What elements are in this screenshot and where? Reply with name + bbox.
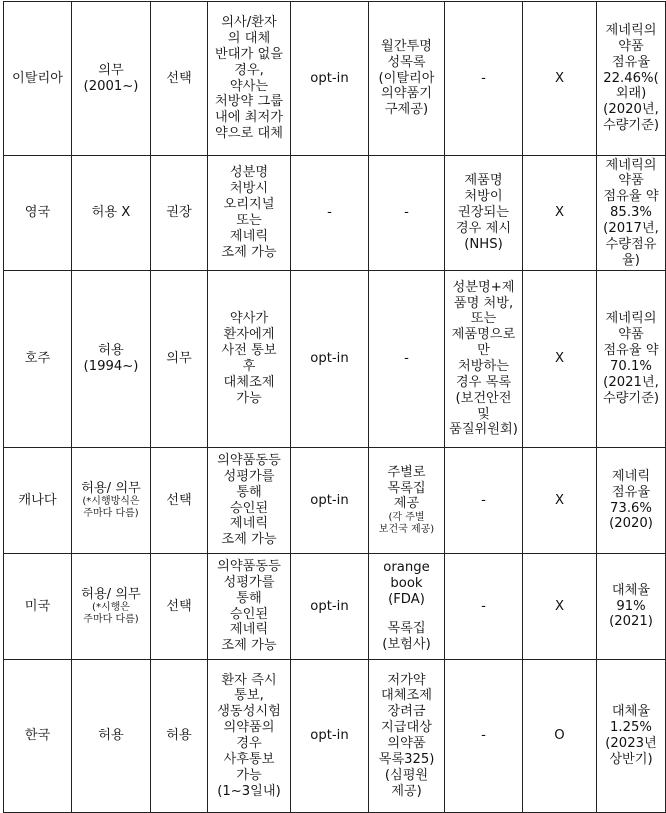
cell-line: 약사는 <box>229 78 269 94</box>
cell-line: 허용 <box>98 343 124 359</box>
cell-line: 제공) <box>391 783 422 799</box>
substitution-status-cell <box>72 448 151 554</box>
cell-line: (NHS) <box>464 236 503 252</box>
reference-list-cell <box>369 271 445 448</box>
brand-prescription-cell <box>445 156 523 271</box>
cell-line: 성목록 <box>387 54 426 70</box>
cell-line: 대체율 <box>611 582 651 598</box>
cell-line: 장려금 <box>387 704 426 720</box>
brand-prescription-cell <box>445 2 523 156</box>
cell-line: 성평가를 <box>223 574 275 590</box>
substitution-rule-cell <box>208 554 291 660</box>
mark-cell: X <box>523 156 597 271</box>
cell-line: 점유율 <box>611 484 651 500</box>
cell-line: (보험사) <box>382 637 431 653</box>
cell-line: 조제 가능 <box>221 244 277 260</box>
cell-line: book <box>390 575 423 591</box>
cell-line: 의사/환자 <box>221 15 277 31</box>
substitution-status-cell <box>72 2 151 156</box>
substitution-rule-cell <box>208 2 291 156</box>
cell-line: 제네릭의 <box>605 311 657 327</box>
cell-line: 지급대상 <box>381 720 432 736</box>
brand-prescription-cell <box>445 448 523 554</box>
cell-line: (1994~) <box>83 359 139 374</box>
mode-cell: 권장 <box>151 156 208 271</box>
cell-line: 제네릭 <box>229 622 269 638</box>
substitution-status-cell <box>72 156 151 271</box>
cell-line: 경우 목록 <box>455 374 512 390</box>
country-cell: 영국 <box>4 156 72 271</box>
cell-line: 의약품동등 <box>217 558 281 574</box>
country-cell: 미국 <box>4 554 72 660</box>
cell-line: 제품명 <box>464 173 503 189</box>
cell-line: - <box>404 351 409 367</box>
cell-line: 의약품기 <box>381 86 432 102</box>
cell-line: 점유율 약 <box>603 189 659 205</box>
cell-line: 월간투명 <box>381 38 432 54</box>
substitution-rule-cell <box>208 660 291 813</box>
mark-cell: X <box>523 448 597 554</box>
cell-line: 통해 <box>236 590 262 606</box>
table-body <box>4 2 666 813</box>
cell-line: 가능 <box>236 767 262 783</box>
cell-line: 제네릭의 <box>605 157 657 173</box>
cell-line: 승인된 <box>229 606 269 622</box>
cell-line: (심평원 <box>384 767 429 783</box>
opt-cell: opt-in <box>291 2 369 156</box>
reference-list-cell <box>369 156 445 271</box>
country-cell: 캐나다 <box>4 448 72 554</box>
cell-line: 제네릭 <box>611 468 651 484</box>
reference-list-cell <box>369 554 445 660</box>
opt-cell: opt-in <box>291 554 369 660</box>
cell-line: 점유율 약 <box>603 343 659 359</box>
cell-line: 처방시 <box>229 181 269 197</box>
cell-line: (이탈리아 <box>378 70 435 86</box>
generic-share-cell <box>597 156 666 271</box>
mark-cell: X <box>523 2 597 156</box>
cell-line: 만 <box>477 343 490 359</box>
cell-line: 약품 <box>618 327 644 343</box>
cell-line: 점유율 <box>611 54 651 70</box>
cell-line: 통해 <box>236 484 262 500</box>
cell-line: 73.6% <box>610 500 652 516</box>
brand-prescription-cell <box>445 271 523 448</box>
cell-line: 통보, <box>234 688 264 704</box>
cell-line: 주마다 다름) <box>83 614 139 626</box>
generic-share-cell <box>597 2 666 156</box>
cell-line: 율) <box>622 252 640 268</box>
cell-line: 저가약 <box>387 672 426 688</box>
generic-share-cell <box>597 554 666 660</box>
substitution-status-cell <box>72 660 151 813</box>
cell-line: 수량기준) <box>602 118 660 134</box>
cell-line: 대체율 <box>611 704 651 720</box>
cell-line: 허용/ 의무 <box>81 586 141 602</box>
opt-cell: opt-in <box>291 271 369 448</box>
cell-line: 경우 제시 <box>455 220 512 236</box>
cell-line: 85.3% <box>610 205 652 221</box>
cell-line: 권장되는 <box>458 205 509 221</box>
cell-line: (2020년, <box>603 102 659 118</box>
cell-line: 가능 <box>236 390 262 406</box>
country-cell: 호주 <box>4 271 72 448</box>
cell-line: 품명 처방, <box>453 295 514 311</box>
cell-line: (2023년 <box>605 736 657 751</box>
cell-line: 구제공) <box>384 102 429 118</box>
cell-line: (1~3일내) <box>217 783 281 799</box>
mode-cell: 선택 <box>151 554 208 660</box>
cell-line: 처방약 그룹 <box>215 94 283 110</box>
cell-line: 반대가 없을 <box>215 46 283 62</box>
opt-cell: opt-in <box>291 660 369 813</box>
mode-cell: 선택 <box>151 2 208 156</box>
cell-line: 보건국 제공) <box>378 524 435 536</box>
cell-line: 성분명+제 <box>452 279 515 295</box>
spacer <box>371 607 442 621</box>
table-row <box>4 554 666 660</box>
generic-share-cell <box>597 660 666 813</box>
cell-line: 외래) <box>615 86 647 102</box>
cell-line: 경우 <box>236 736 262 751</box>
cell-line: 제네릭의 <box>605 23 657 39</box>
cell-line: 허용/ 의무 <box>81 480 141 496</box>
cell-line: 목록집 <box>387 621 426 637</box>
mark-cell: X <box>523 271 597 448</box>
cell-line: 수량점유 <box>605 236 657 252</box>
cell-line: (*시행은 <box>92 602 130 614</box>
cell-line: - <box>481 70 486 86</box>
cell-line: 조제 가능 <box>221 532 277 548</box>
cell-line: orange <box>383 559 430 575</box>
cell-line: (2017년, <box>603 220 659 236</box>
cell-line: 약품 <box>618 173 644 189</box>
table-row <box>4 660 666 813</box>
cell-line: (2021년, <box>603 374 659 390</box>
cell-line: 의 대체 <box>227 30 271 46</box>
cell-line: - <box>404 205 409 221</box>
generic-share-cell <box>597 448 666 554</box>
cell-line: 목록집 <box>387 480 426 496</box>
mode-cell: 허용 <box>151 660 208 813</box>
cell-line: (보건안전 <box>455 390 512 406</box>
country-cell: 이탈리아 <box>4 2 72 156</box>
comparison-table <box>3 1 666 813</box>
substitution-status-cell <box>72 271 151 448</box>
mark-cell: O <box>523 660 597 813</box>
substitution-status-cell <box>72 554 151 660</box>
cell-line: (각 주별 <box>388 512 425 524</box>
cell-line: 주마다 다름) <box>83 508 139 520</box>
cell-line: 승인된 <box>229 500 269 516</box>
substitution-rule-cell <box>208 156 291 271</box>
cell-line: 처방이 <box>464 189 503 205</box>
cell-line: (2020) <box>609 516 653 532</box>
mode-cell: 의무 <box>151 271 208 448</box>
cell-line: 22.46%( <box>603 70 659 86</box>
cell-line: (FDA) <box>388 591 425 607</box>
cell-line: 또는 <box>236 213 262 228</box>
reference-list-cell <box>369 448 445 554</box>
brand-prescription-cell <box>445 660 523 813</box>
cell-line: 제네릭 <box>229 516 269 532</box>
cell-line: 상반기) <box>609 751 653 767</box>
cell-line: 성평가를 <box>223 468 275 484</box>
cell-line: 내에 최저가 <box>215 110 283 126</box>
mode-cell: 선택 <box>151 448 208 554</box>
cell-line: 제네릭 <box>229 228 269 244</box>
cell-line: 약품 <box>618 38 644 54</box>
cell-line: 또는 <box>470 311 497 327</box>
cell-line: 사전 통보 <box>221 343 277 359</box>
cell-line: (2001~) <box>83 78 139 94</box>
country-cell: 한국 <box>4 660 72 813</box>
table-row <box>4 2 666 156</box>
cell-line: 허용 <box>98 728 124 744</box>
cell-line: 대체조제 <box>223 374 275 390</box>
cell-line: 목록325) <box>378 751 435 767</box>
cell-line: 1.25% <box>610 720 652 736</box>
cell-line: 오리지널 <box>223 197 275 213</box>
cell-line: 처방하는 <box>458 359 509 374</box>
generic-share-cell <box>597 271 666 448</box>
cell-line: 제품명으로 <box>451 327 516 343</box>
cell-line: 성분명 <box>229 165 269 181</box>
cell-line: 의약품 <box>387 736 426 751</box>
table-row <box>4 271 666 448</box>
cell-line: 91% <box>616 598 646 614</box>
cell-line: 품질위원회) <box>449 422 518 438</box>
cell-line: 제공 <box>393 496 420 512</box>
cell-line: - <box>481 728 486 744</box>
cell-line: 약으로 대체 <box>215 126 283 142</box>
cell-line: - <box>481 492 486 508</box>
table-row <box>4 156 666 271</box>
opt-cell: - <box>291 156 369 271</box>
cell-line: 대체조제 <box>381 688 432 704</box>
cell-line: 의약품의 <box>223 720 275 736</box>
cell-line: 환자에게 <box>223 327 275 343</box>
brand-prescription-cell <box>445 554 523 660</box>
cell-line: (*시행방식은 <box>82 496 140 508</box>
cell-line: 약사가 <box>229 311 269 327</box>
mark-cell: X <box>523 554 597 660</box>
cell-line: 주별로 <box>387 464 426 480</box>
cell-line: (2021) <box>609 614 653 630</box>
reference-list-cell <box>369 2 445 156</box>
reference-list-cell <box>369 660 445 813</box>
substitution-rule-cell <box>208 448 291 554</box>
opt-cell: opt-in <box>291 448 369 554</box>
cell-line: 조제 가능 <box>221 638 277 654</box>
cell-line: 경우, <box>234 62 264 78</box>
cell-line: 후 <box>242 359 256 374</box>
cell-line: 생동성시험 <box>217 704 281 720</box>
cell-line: 의무 <box>98 62 124 78</box>
cell-line: 70.1% <box>610 359 652 374</box>
cell-line: 및 <box>477 406 490 422</box>
substitution-rule-cell <box>208 271 291 448</box>
cell-line: 허용 X <box>91 205 131 221</box>
cell-line: 사후통보 <box>223 751 275 767</box>
table-row <box>4 448 666 554</box>
cell-line: - <box>481 598 486 614</box>
cell-line: 의약품동등 <box>217 452 281 468</box>
cell-line: 환자 즉시 <box>221 672 277 688</box>
cell-line: 수량기준) <box>602 390 660 406</box>
